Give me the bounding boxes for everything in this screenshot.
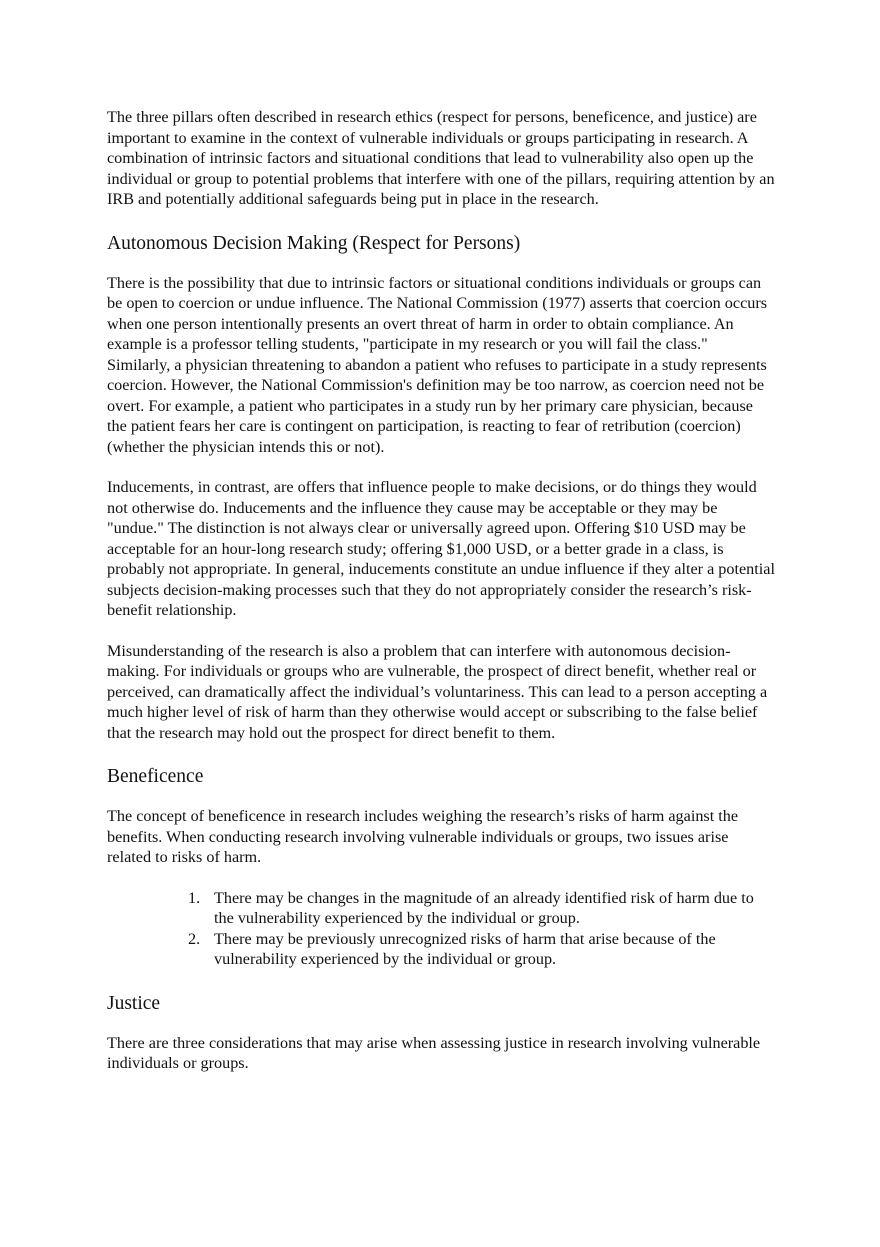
beneficence-list (107, 888, 775, 970)
intro-paragraph: The three pillars often described in research ethics (respect for persons, beneficence, and justice) are important to examine in the context of vulnerable individuals or groups participating in research. A combination of intrinsic factors and situational conditions that lead to vulnerability also open up the individual or group to potential problems that interfere with one of the pillars, requiring attention by an IRB and potentially additional safeguards being put in place in the research. (107, 108, 775, 208)
autonomous-heading: Autonomous Decision Making (Respect for Persons) (107, 232, 521, 254)
autonomous-paragraph: Inducements, in contrast, are offers that influence people to make decisions, or do things they would not otherwise do. Inducements and the influence they cause may be acceptable or they may be "undue." The distinction is not always clear or universally agreed upon. Offering $10 USD may be acceptable for an hour-long research study; offering $1,000 USD, or a better grade in a class, is probably not appropriate. In general, inducements constitute an undue influence if they alter a potential subjects decision-making processes such that they do not appropriately consider the research’s risk-benefit relationship. (107, 478, 775, 619)
beneficence-heading: Beneficence (107, 766, 204, 787)
justice-heading: Justice (107, 992, 161, 1014)
list-item (107, 929, 775, 970)
list-item-text: There may be changes in the magnitude of an already identified risk of harm due to the vulnerability experienced by the individual or group. (214, 888, 754, 927)
list-item-text: There may be previously unrecognized risks of harm that arise because of the vulnerability experienced by the individual or group. (214, 929, 716, 968)
beneficence-paragraph: The concept of beneficence in research includes weighing the research’s risks of harm against the benefits. When conducting research involving vulnerable individuals or groups, two issues arise related to risks of harm. (107, 807, 739, 866)
list-item (107, 888, 775, 929)
autonomous-paragraph: Misunderstanding of the research is also a problem that can interfere with autonomous decision-making. For individuals or groups who are vulnerable, the prospect of direct benefit, whether real or perceived, can dramatically affect the individual’s voluntariness. This can lead to a person accepting a much higher level of risk of harm than they otherwise would accept or subscribing to the false belief that the research may hold out the prospect for direct benefit to them. (107, 641, 768, 742)
list-item-number: 1. (188, 888, 201, 907)
document-page (107, 107, 775, 1074)
justice-paragraph: There are three considerations that may arise when assessing justice in research involving vulnerable individuals or groups. (107, 1033, 761, 1072)
autonomous-paragraph: There is the possibility that due to intrinsic factors or situational conditions individuals or groups can be open to coercion or undue influence. The National Commission (1977) asserts that coercion occurs when one person intentionally presents an overt threat of harm in order to obtain compliance. An example is a professor telling students, "participate in my research or you will fail the class." Similarly, a physician threatening to abandon a patient who refuses to participate in a study represents coercion. However, the National Commission's definition may be too narrow, as coercion need not be overt. For example, a patient who participates in a study run by her primary care physician, because the patient fears her care is contingent on participation, is reacting to fear of retribution (coercion) (whether the physician intends this or not). (107, 273, 768, 456)
list-item-number: 2. (188, 929, 201, 948)
